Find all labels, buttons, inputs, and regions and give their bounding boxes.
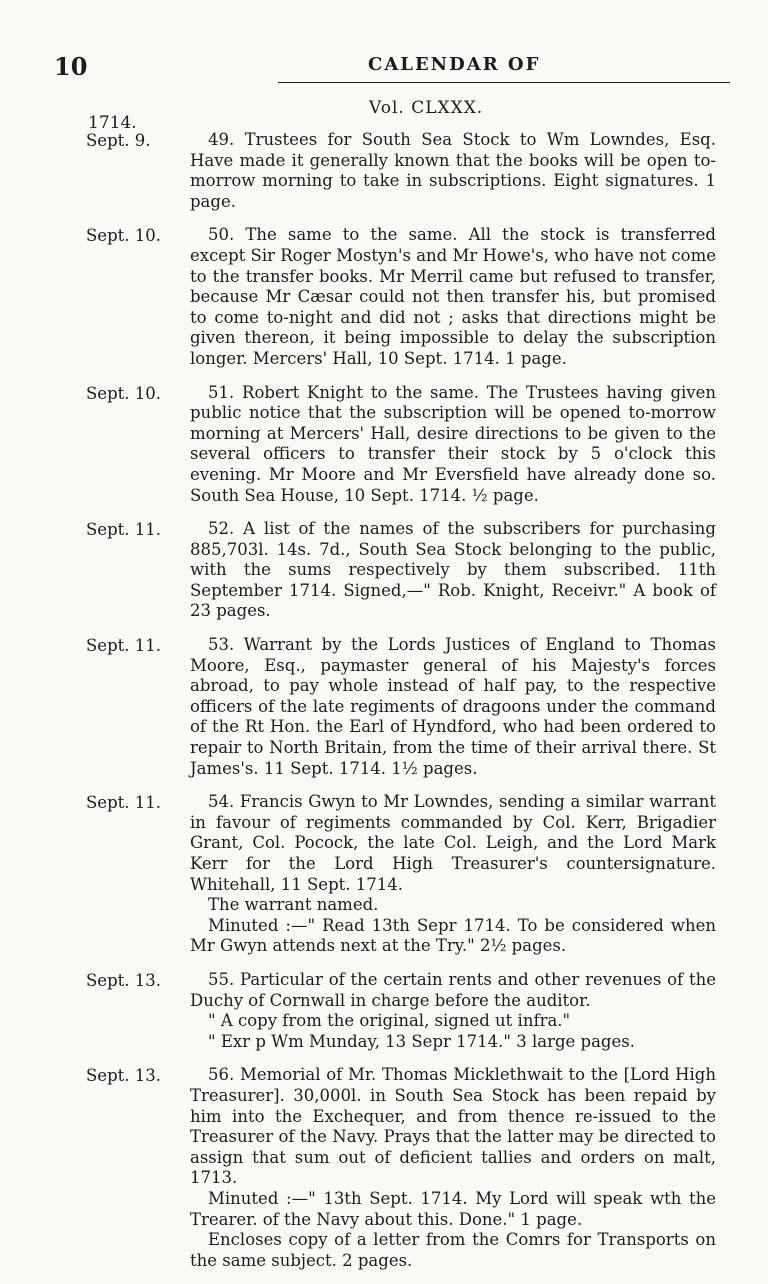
entry-paragraph: 52. A list of the names of the subscribers for purchasing 885,703l. 14s. 7d., South Sea Stock belonging to the public, with the sums respectively by them subscribed. 11th September 1714. Signed,—" Rob. Knight, Receivr." A book of 23 pages. <box>190 519 716 621</box>
entry-paragraph: Minuted :—" 13th Sept. 1714. My Lord will speak wth the Trearer. of the Navy about this. Done." 1 page. <box>190 1188 716 1229</box>
page-number: 10 <box>54 52 88 81</box>
entry-paragraph: 56. Memorial of Mr. Thomas Micklethwait to the [Lord High Treasurer]. 30,000l. in South Sea Stock has been repaid by him into the Exchequer, and from thence re-issued to the Treasurer of the Navy. Prays that the latter may be directed to assign that sum out of deficient tallies and orders on malt, 1713. <box>190 1065 716 1188</box>
entry-paragraph: 53. Warrant by the Lords Justices of England to Thomas Moore, Esq., paymaster general of his Majesty's forces abroad, to pay whole instead of half pay, to the respective officers of the late regiments of dragoons under the command of the Rt Hon. the Earl of Hyndford, who had been ordered to repair to North Britain, from the time of their arrival there. St James's. 11 Sept. 1714. 1½ pages. <box>190 635 716 778</box>
running-title: CALENDAR OF <box>368 54 541 75</box>
entry-paragraph: " Exr p Wm Munday, 13 Sepr 1714." 3 large pages. <box>208 1031 635 1051</box>
calendar-entries <box>86 130 716 1284</box>
entry-paragraph: 50. The same to the same. All the stock is transferred except Sir Roger Mostyn's and Mr Howe's, who have not come to the transfer books. Mr Merril came but refused to transfer, because Mr Cæsar could not then transfer his, but promised to come to-night and did not ; asks that directions might be given thereon, it being impossible to delay the subscription longer. Mercers' Hall, 10 Sept. 1714. 1 page. <box>190 225 716 368</box>
calendar-entry <box>86 225 716 369</box>
entry-body <box>190 792 716 957</box>
header-rule <box>278 82 730 83</box>
entry-date: Sept. 10. <box>86 383 161 403</box>
entry-paragraph: 49. Trustees for South Sea Stock to Wm Lowndes, Esq. Have made it generally known that the books will be open to-morrow morning to take in subscriptions. Eight signatures. 1 page. <box>190 130 716 211</box>
calendar-entry <box>86 130 716 212</box>
calendar-entry <box>86 970 716 1052</box>
entry-date: Sept. 9. <box>86 131 151 150</box>
entry-paragraph: 51. Robert Knight to the same. The Trustees having given public notice that the subscription will be opened to-morrow morning at Mercers' Hall, desire directions to be given to the several officers to transfer their stock by 5 o'clock this evening. Mr Moore and Mr Eversfield have already done so. South Sea House, 10 Sept. 1714. ½ page. <box>190 382 716 505</box>
entry-paragraph: 55. Particular of the certain rents and other revenues of the Duchy of Cornwall in charge before the auditor. <box>190 969 716 1010</box>
calendar-entry <box>86 792 716 957</box>
entry-date: Sept. 11. <box>86 636 161 656</box>
entry-date: Sept. 11. <box>86 793 161 813</box>
entry-body <box>190 519 716 622</box>
entry-body <box>190 383 716 507</box>
calendar-entry <box>86 635 716 779</box>
entry-body <box>190 130 716 212</box>
entry-body <box>190 970 716 1052</box>
entry-paragraph: 54. Francis Gwyn to Mr Lowndes, sending a similar warrant in favour of regiments commanded by Col. Kerr, Brigadier Grant, Col. Pocock, the late Col. Leigh, and the Lord Mark Kerr for the Lord High Treasurer's countersignature. Whitehall, 11 Sept. 1714. <box>190 792 716 894</box>
entry-paragraph: Minuted :—" Read 13th Sepr 1714. To be considered when Mr Gwyn attends next at the Try." 2½ pages. <box>190 915 716 956</box>
volume-heading: Vol. CLXXX. <box>369 98 484 118</box>
entry-body <box>190 635 716 779</box>
entry-paragraph: Encloses copy of a letter from the Comrs for Transports on the same subject. 2 pages. <box>190 1230 716 1270</box>
page-header <box>50 52 720 82</box>
entry-body <box>190 225 716 369</box>
entry-body <box>190 1065 716 1271</box>
calendar-entry <box>86 519 716 622</box>
entry-paragraph: " A copy from the original, signed ut infra." <box>208 1011 571 1031</box>
entry-date: Sept. 13. <box>86 1066 161 1086</box>
entry-date: Sept. 13. <box>86 970 161 990</box>
entry-date: Sept. 10. <box>86 226 161 246</box>
calendar-entry <box>86 383 716 507</box>
calendar-entry <box>86 1065 716 1271</box>
year-label: 1714. <box>88 113 137 133</box>
entry-date: Sept. 11. <box>86 520 161 540</box>
entry-paragraph: The warrant named. <box>208 895 379 915</box>
